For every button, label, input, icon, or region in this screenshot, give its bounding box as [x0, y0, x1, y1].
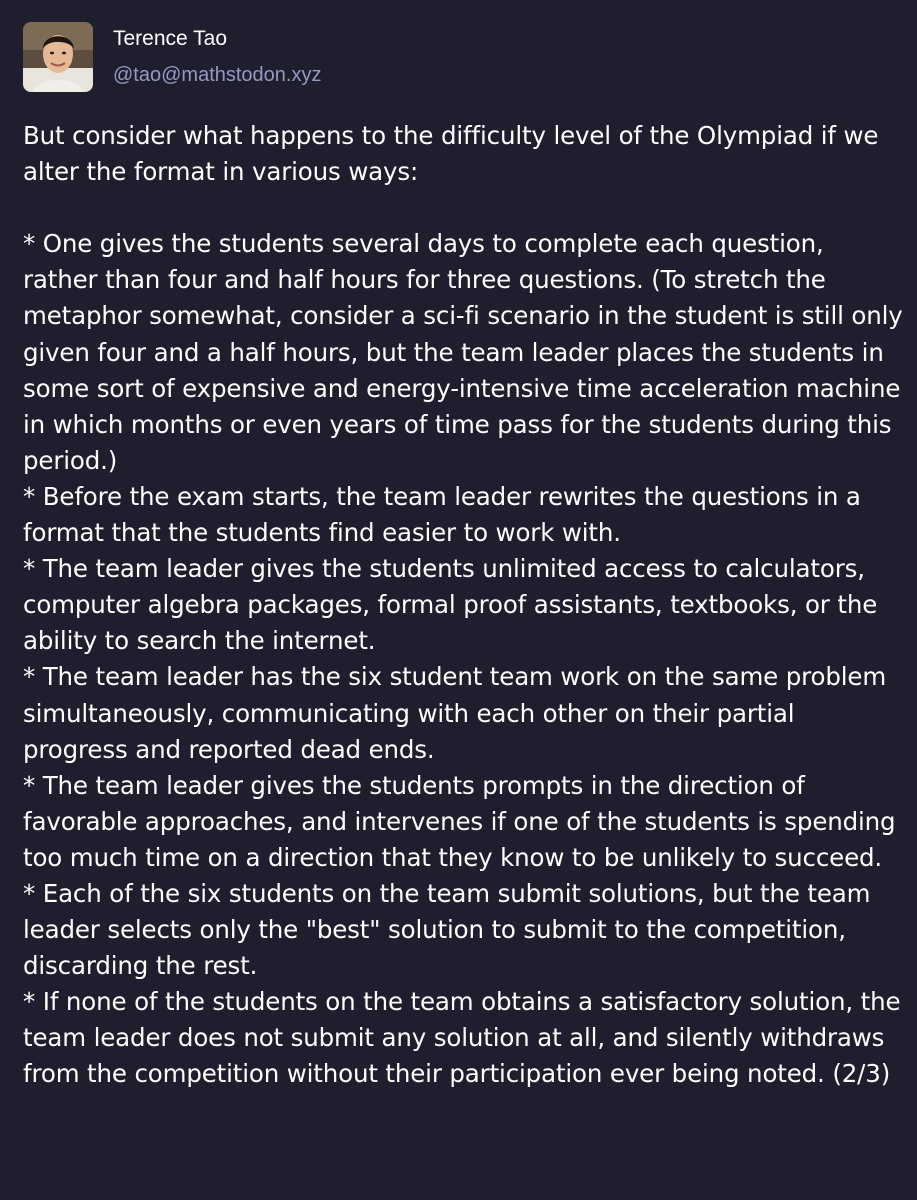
- author-display-name[interactable]: Terence Tao: [113, 27, 228, 50]
- post-intro: But consider what happens to the difficulty level of the Olympiad if we alter the format in various ways:: [23, 121, 879, 187]
- list-item: * The team leader gives the students unlimited access to calculators, computer algebra packages, formal proof assistants, textbooks, or the ability to search the internet.: [23, 554, 878, 656]
- list-item: * The team leader gives the students prompts in the direction of favorable approaches, and intervenes if one of the students is spending too much time on a direction that they know to be unlikely to succeed.: [23, 770, 896, 872]
- author-handle[interactable]: @tao@mathstodon.xyz: [113, 64, 322, 86]
- paragraph-spacer: [23, 190, 903, 226]
- profile-photo-icon: [23, 22, 93, 92]
- list-item: * Each of the six students on the team submit solutions, but the team leader selects only the "best" solution to submit to the competition, discarding the rest.: [23, 878, 871, 981]
- list-item: * One gives the students several days to complete each question, rather than four and half hours for three questions. (To stretch the metaphor somewhat, consider a sci-fi scenario in the student is still only given four and a half hours, but the team leader places the students in some sort of expensive and energy-intensive time acceleration machine in which months or even years of time pass for the students during this period.): [23, 229, 903, 475]
- avatar[interactable]: [23, 22, 93, 92]
- list-item: * Before the exam starts, the team leader rewrites the questions in a format that the students find easier to work with.: [23, 481, 861, 548]
- list-item: * The team leader has the six student team work on the same problem simultaneously, communicating with each other on their partial progress and reported dead ends.: [23, 662, 887, 764]
- post-content: [23, 118, 903, 1093]
- list-item: * If none of the students on the team obtains a satisfactory solution, the team leader does not submit any solution at all, and silently withdraws from the competition without their participation ever being noted. (2/3): [23, 987, 901, 1089]
